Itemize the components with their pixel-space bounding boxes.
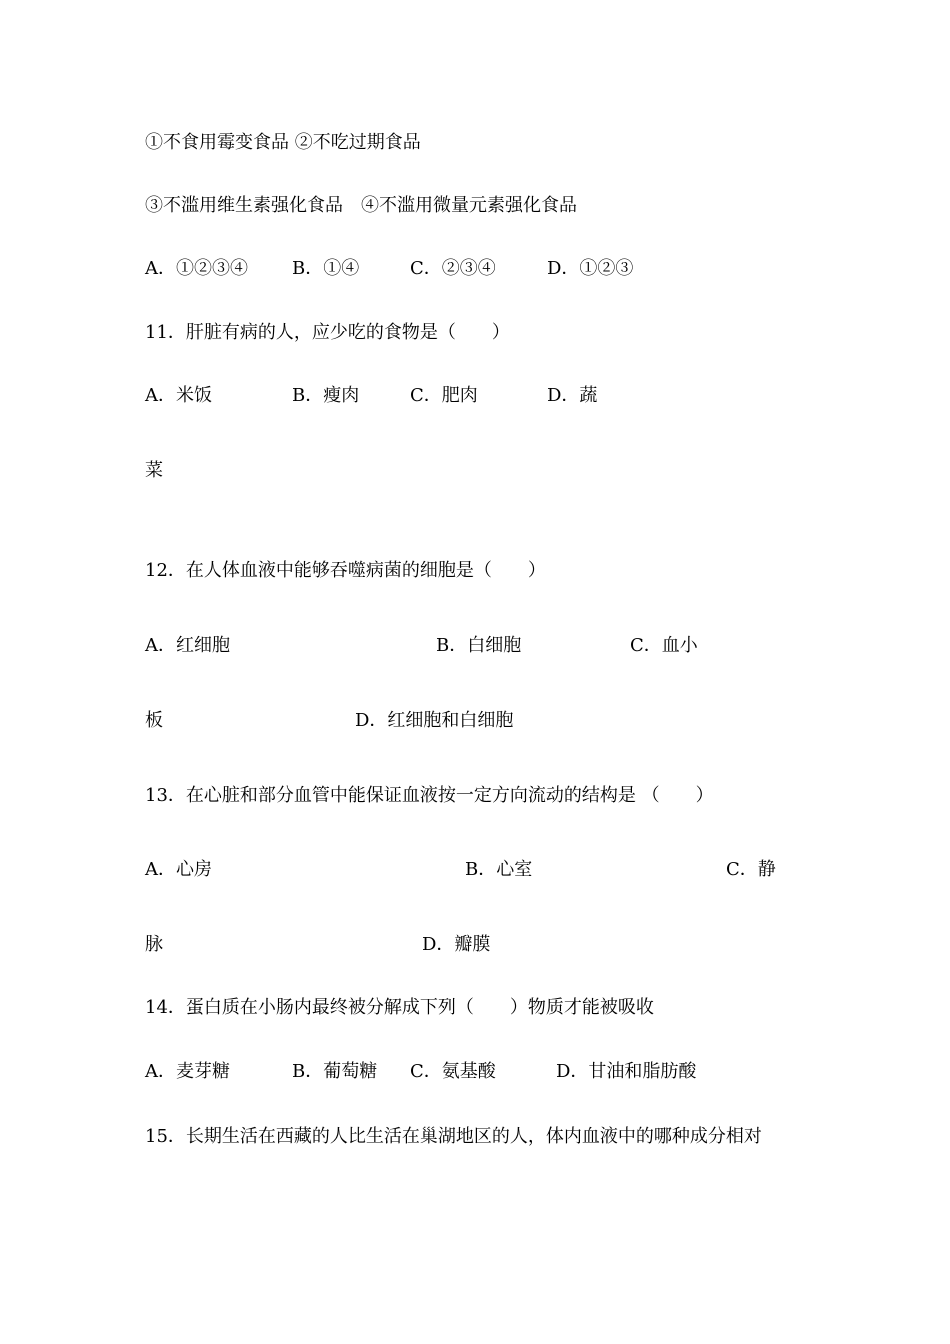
- q10-option-b: B．①④: [292, 258, 360, 279]
- q13-stem: 13．在心脏和部分血管中能保证血液按一定方向流动的结构是 （ ）: [145, 785, 714, 806]
- q11-option-c: C．肥肉: [410, 385, 478, 406]
- q11-option-a: A．米饭: [145, 385, 212, 406]
- q10-option-a: A．①②③④: [145, 258, 248, 279]
- q14-stem: 14．蛋白质在小肠内最终被分解成下列（ ）物质才能被吸收: [145, 997, 654, 1018]
- q14-option-c: C．氨基酸: [410, 1061, 496, 1082]
- q13-option-a: A．心房: [145, 859, 212, 880]
- q13-option-c-continuation: 脉: [145, 934, 163, 955]
- q12-option-c: C．血小: [630, 635, 698, 656]
- q11-option-b: B．瘦肉: [292, 385, 360, 406]
- q12-option-c-continuation: 板: [145, 710, 163, 731]
- q10-statement-line-1: ①不食用霉变食品 ②不吃过期食品: [145, 132, 421, 153]
- q11-option-d: D．蔬: [547, 385, 598, 406]
- q14-option-d: D．甘油和脂肪酸: [556, 1061, 697, 1082]
- q14-option-a: A．麦芽糖: [145, 1061, 230, 1082]
- q13-option-c: C．静: [726, 859, 776, 880]
- q13-option-b: B．心室: [465, 859, 533, 880]
- q10-option-d: D．①②③: [547, 258, 634, 279]
- q10-option-c: C．②③④: [410, 258, 496, 279]
- q12-option-a: A．红细胞: [145, 635, 230, 656]
- q13-option-d: D．瓣膜: [422, 934, 491, 955]
- q10-statement-line-2: ③不滥用维生素强化食品 ④不滥用微量元素强化食品: [145, 195, 577, 216]
- q11-option-d-continuation: 菜: [145, 460, 163, 481]
- q12-option-d: D．红细胞和白细胞: [355, 710, 514, 731]
- q15-stem: 15．长期生活在西藏的人比生活在巢湖地区的人，体内血液中的哪种成分相对: [145, 1126, 762, 1147]
- q12-option-b: B．白细胞: [436, 635, 522, 656]
- q12-stem: 12．在人体血液中能够吞噬病菌的细胞是（ ）: [145, 560, 546, 581]
- q14-option-b: B．葡萄糖: [292, 1061, 378, 1082]
- q11-stem: 11．肝脏有病的人，应少吃的食物是（ ）: [145, 322, 510, 343]
